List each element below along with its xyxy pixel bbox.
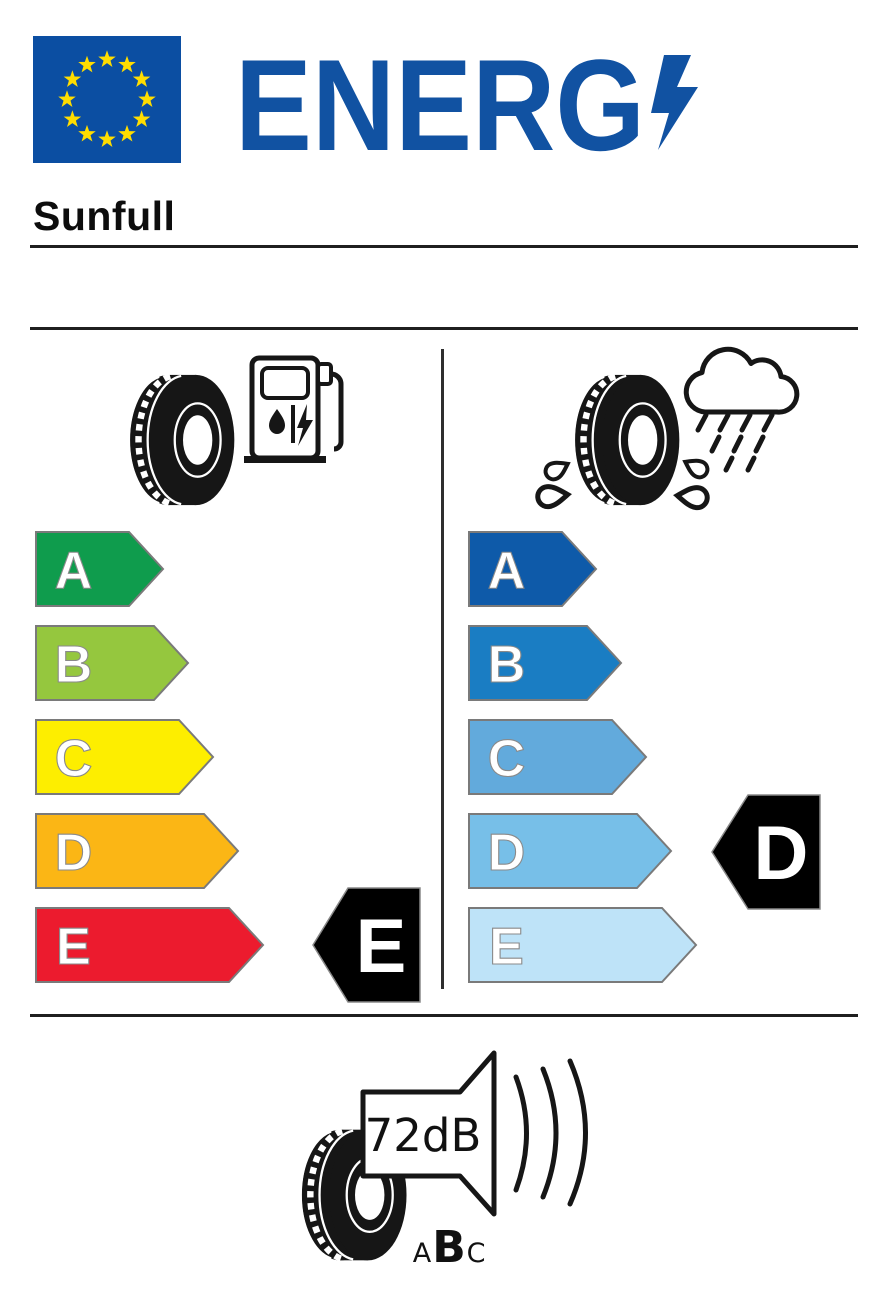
energ-logo-text: ENERG xyxy=(235,32,645,178)
brand-name: Sunfull xyxy=(33,193,176,239)
tire-fuel-pump-icon xyxy=(122,358,341,505)
wet-grip-rating-indicator xyxy=(712,795,820,909)
fuel-rating-indicator xyxy=(313,888,420,1002)
noise-class-b-selected: B xyxy=(432,1222,466,1273)
noise-class-c: C xyxy=(466,1238,486,1269)
energ-logo xyxy=(235,32,698,178)
fuel-class-letter: A xyxy=(54,542,93,600)
fuel-class-letter: B xyxy=(54,636,93,694)
wet-grip-class-letter: B xyxy=(487,636,526,694)
wet-grip-class-letter: A xyxy=(487,542,526,600)
tire-rain-cloud-icon xyxy=(537,349,797,508)
wet-grip-class-letter: D xyxy=(487,824,526,882)
fuel-rating-letter: E xyxy=(355,904,407,989)
fuel-class-letter: E xyxy=(56,918,91,976)
fuel-class-letter: C xyxy=(54,730,93,788)
noise-value: 72dB xyxy=(364,1109,482,1162)
tire-speaker-icon xyxy=(294,1053,586,1273)
eu-flag-icon xyxy=(33,36,181,163)
wet-grip-class-letter: C xyxy=(487,730,526,788)
noise-class-a: A xyxy=(412,1238,432,1269)
wet-grip-rating-letter: D xyxy=(753,811,809,896)
fuel-class-letter: D xyxy=(54,824,93,882)
sound-waves-icon xyxy=(516,1061,586,1204)
noise-class-scale xyxy=(413,1222,486,1273)
lightning-bolt-icon xyxy=(651,55,698,150)
wet-grip-class-letter: E xyxy=(489,918,524,976)
